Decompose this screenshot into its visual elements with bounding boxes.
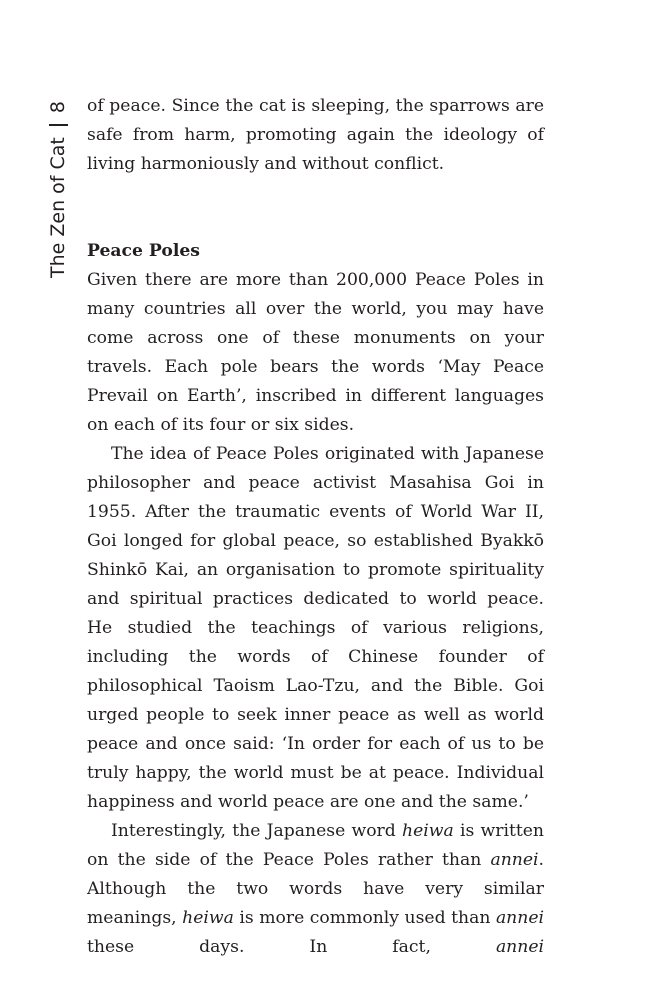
- book-title: The Zen of Cat: [47, 137, 69, 278]
- running-head-divider: [49, 124, 68, 126]
- japanese-term: annei: [495, 908, 544, 928]
- page-body: [87, 92, 544, 962]
- japanese-term: heiwa: [402, 821, 454, 841]
- japanese-term: heiwa: [182, 908, 234, 928]
- japanese-term: annei: [490, 850, 539, 870]
- running-head: [43, 0, 73, 280]
- page-number: 8: [47, 101, 69, 114]
- japanese-term: annei: [495, 937, 544, 957]
- section-heading: Peace Poles: [87, 241, 200, 261]
- paragraph-continued: of peace. Since the cat is sleeping, the sparrows are safe from harm, promoting again the ideology of living harmoniously and without conflict.: [87, 96, 544, 174]
- paragraph-intro: Given there are more than 200,000 Peace Poles in many countries all over the world, you may have come across one of these monuments on your travels. Each pole bears the words ‘May Peace Prevail on Earth’, inscribed in different languages on each of its four or six sides.: [87, 270, 544, 435]
- paragraph-heiwa: Interestingly, the Japanese word heiwa is written on the side of the Peace Poles rather than annei. Although the two words have very similar meanings, heiwa is more commonly used than annei these days. In fact, annei: [87, 821, 544, 957]
- paragraph-history: The idea of Peace Poles originated with Japanese philosopher and peace activist Masahisa Goi in 1955. After the traumatic events of World War II, Goi longed for global peace, so established Byakkō Shinkō Kai, an organisation to promote spirituality and spiritual practices dedicated to world peace. He studied the teachings of various religions, including the words of Chinese founder of philosophical Taoism Lao-Tzu, and the Bible. Goi urged people to seek inner peace as well as world peace and once said: ‘In order for each of us to be truly happy, the world must be at peace. Individual happiness and world peace are one and the same.’: [87, 444, 544, 812]
